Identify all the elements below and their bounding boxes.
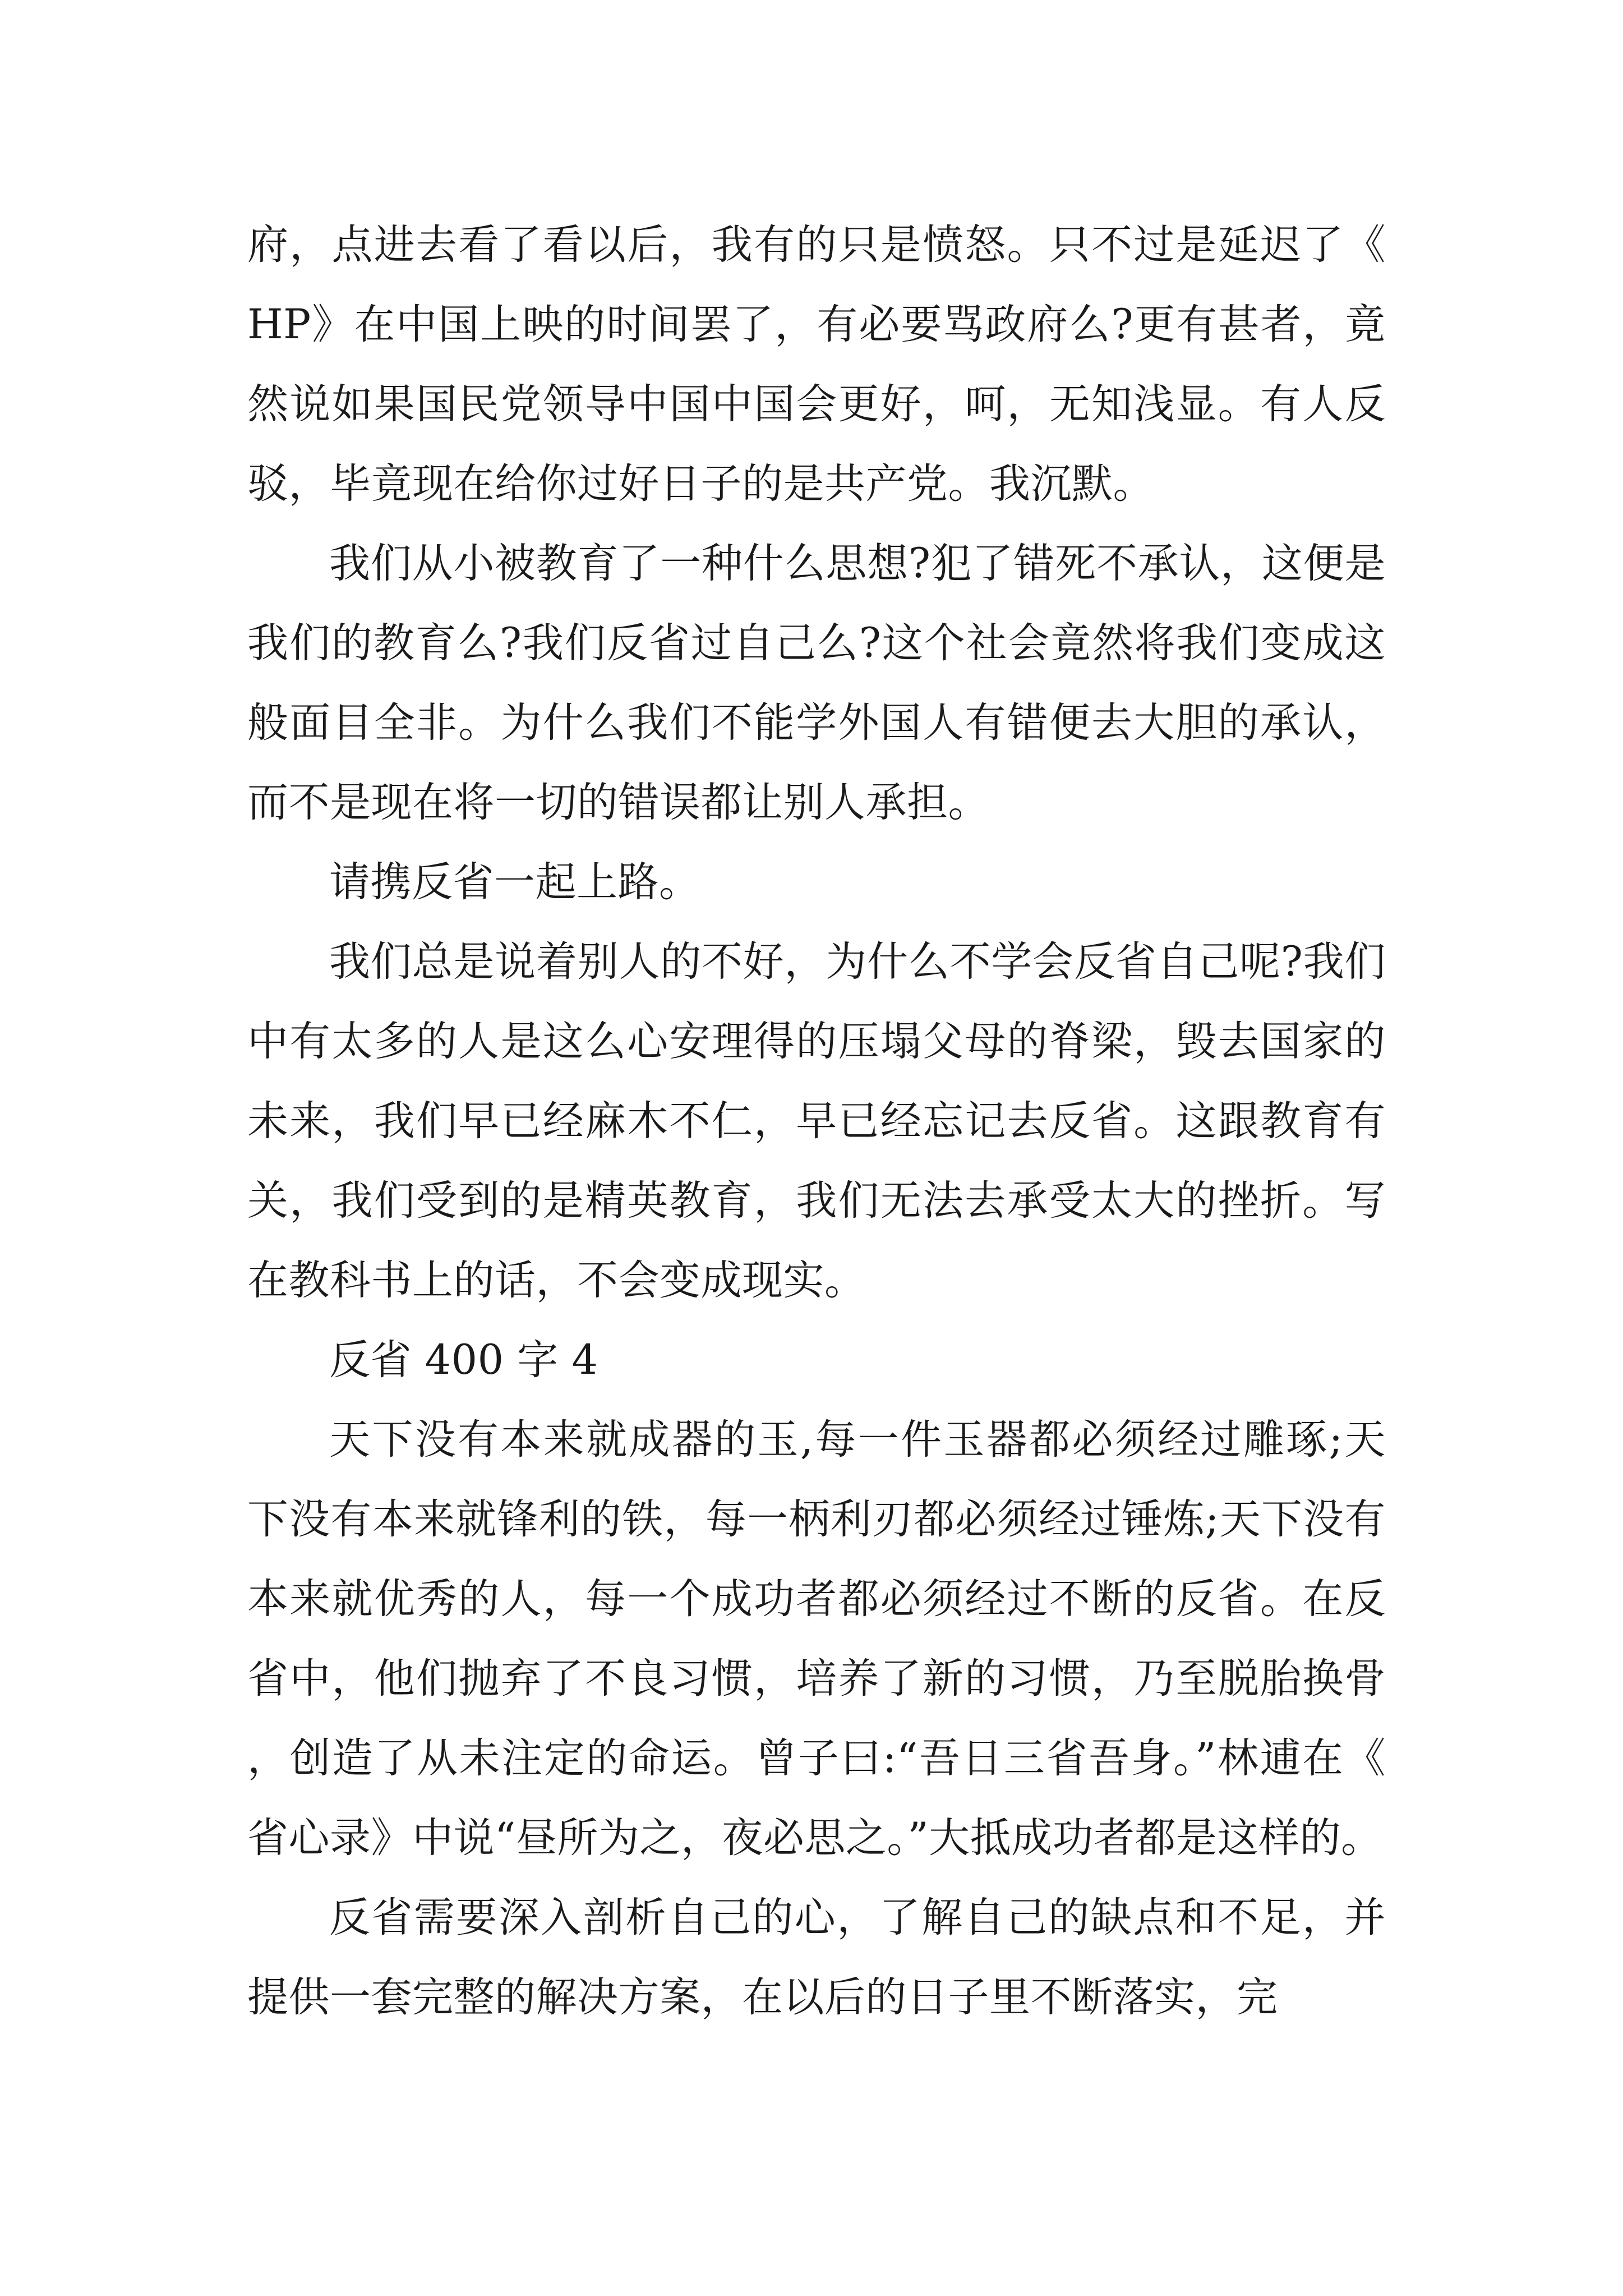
paragraph-6: 反省需要深入剖析自己的心，了解自己的缺点和不足，并提供一套完整的解决方案，在以后的日子里不断落实，完 [247,1894,1386,2021]
paragraph-4: 我们总是说着别人的不好，为什么不学会反省自己呢?我们中有太多的人是这么心安理得的压塌父母的脊梁，毁去国家的未来，我们早已经麻木不仁，早已经忘记去反省。这跟教育有关，我们受到的是精英教育，我们无法去承受太大的挫折。写在教科书上的话，不会变成现实。 [247,938,1386,1304]
document-body [247,205,1386,2037]
paragraph-2: 我们从小被教育了一种什么思想?犯了错死不承认，这便是我们的教育么?我们反省过自己么?这个社会竟然将我们变成这般面目全非。为什么我们不能学外国人有错便去大胆的承认，而不是现在将一切的错误都让别人承担。 [247,540,1386,826]
paragraph-1: 府，点进去看了看以后，我有的只是愤怒。只不过是延迟了《HP》在中国上映的时间罢了，有必要骂政府么?更有甚者，竟然说如果国民党领导中国中国会更好，呵，无知浅显。有人反驳，毕竟现在给你过好日子的是共产党。我沉默。 [247,221,1386,508]
paragraph-3: 请携反省一起上路。 [329,858,700,906]
paragraph-5: 天下没有本来就成器的玉,每一件玉器都必须经过雕琢;天下没有本来就锋利的铁，每一柄利刃都必须经过锤炼;天下没有本来就优秀的人，每一个成功者都必须经过不断的反省。在反省中，他们抛弃了不良习惯，培养了新的习惯，乃至脱胎换骨，创造了从未注定的命运。曾子曰:“吾日三省吾身。”林逋在《省心录》中说“昼所为之，夜必思之。”大抵成功者都是这样的。 [247,1416,1386,1862]
section-heading: 反省 400 字 4 [329,1336,598,1384]
